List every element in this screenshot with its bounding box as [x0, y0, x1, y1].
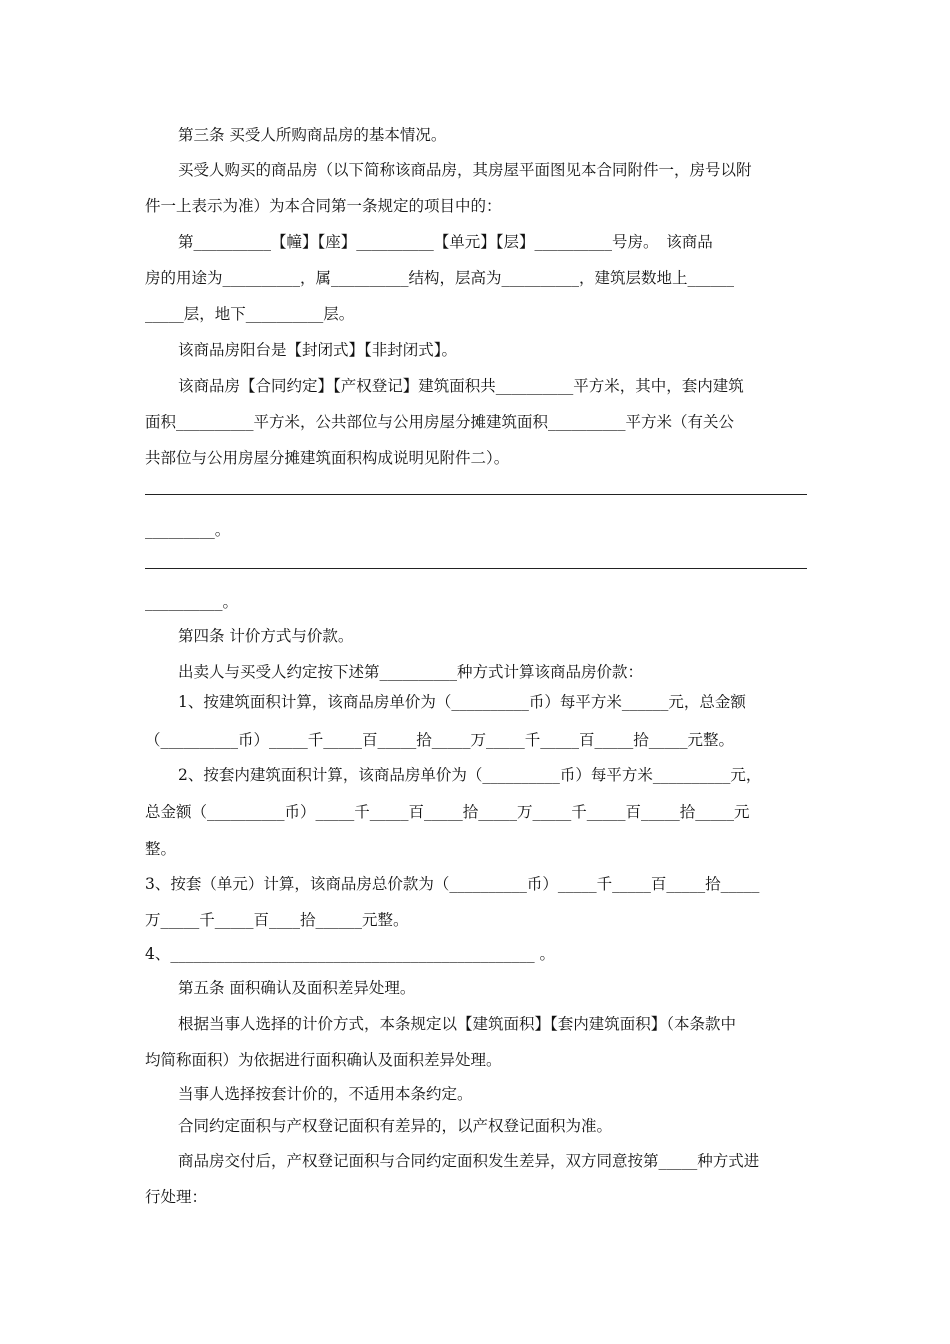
paragraph-line: _____层，地下__________层。 — [145, 305, 355, 323]
paragraph-line: 行处理： — [145, 1188, 208, 1206]
paragraph-line: 万_____千_____百____拾______元整。 — [145, 911, 409, 929]
paragraph-line: 第__________【幢】【座】__________【单元】【层】__________号房。 该商品 — [178, 233, 713, 251]
paragraph-line: 该商品房【合同约定】【产权登记】建筑面积共__________平方米，其中，套内建筑 — [178, 377, 744, 395]
article-5-heading: 第五条 面积确认及面积差异处理。 — [178, 979, 416, 997]
paragraph-line: 2、按套内建筑面积计算，该商品房单价为（__________币）每平方米__________元， — [178, 766, 762, 784]
paragraph-line: 整。 — [145, 840, 177, 858]
paragraph-line: 共部位与公用房屋分摊建筑面积构成说明见附件二）。 — [145, 449, 510, 467]
paragraph-line: 面积__________平方米，公共部位与公用房屋分摊建筑面积__________平方米（有关公 — [145, 413, 735, 431]
article-4-heading: 第四条 计价方式与价款。 — [178, 627, 354, 645]
paragraph-line: 4、_______________________________________________ 。 — [145, 945, 556, 963]
paragraph-line: 买受人购买的商品房（以下简称该商品房，其房屋平面图见本合同附件一，房号以附 — [178, 161, 752, 179]
paragraph-line: 出卖人与买受人约定按下述第__________种方式计算该商品房价款： — [178, 663, 644, 681]
paragraph-line: 总金额（__________币）_____千_____百_____拾_____万_____千_____百_____拾_____元 — [145, 803, 750, 821]
paragraph-line: 1、按建筑面积计算，该商品房单价为（__________币）每平方米______元，总金额 — [178, 693, 746, 711]
blank-fill-rule — [145, 568, 807, 569]
paragraph-line: 该商品房阳台是【封闭式】【非封闭式】。 — [178, 341, 458, 359]
paragraph-line: 合同约定面积与产权登记面积有差异的，以产权登记面积为准。 — [178, 1117, 613, 1135]
blank-fill-line: __________。 — [145, 593, 239, 611]
paragraph-line: 房的用途为__________，属__________结构，层高为__________，建筑层数地上______ — [145, 269, 735, 287]
paragraph-line: 均简称面积）为依据进行面积确认及面积差异处理。 — [145, 1051, 502, 1069]
paragraph-line: 商品房交付后，产权登记面积与合同约定面积发生差异，双方同意按第_____种方式进 — [178, 1152, 760, 1170]
paragraph-line: 当事人选择按套计价的，不适用本条约定。 — [178, 1085, 473, 1103]
blank-fill-rule — [145, 494, 807, 495]
blank-fill-line: _________。 — [145, 521, 231, 539]
paragraph-line: 3、按套（单元）计算，该商品房总价款为（__________币）_____千_____百_____拾_____ — [145, 875, 760, 893]
paragraph-line: 件一上表示为准）为本合同第一条规定的项目中的： — [145, 197, 502, 215]
paragraph-line: 根据当事人选择的计价方式，本条规定以【建筑面积】【套内建筑面积】（本条款中 — [178, 1015, 737, 1033]
paragraph-line: （__________币）_____千_____百_____拾_____万_____千_____百_____拾_____元整。 — [145, 731, 735, 749]
article-3-heading: 第三条 买受人所购商品房的基本情况。 — [178, 126, 447, 144]
